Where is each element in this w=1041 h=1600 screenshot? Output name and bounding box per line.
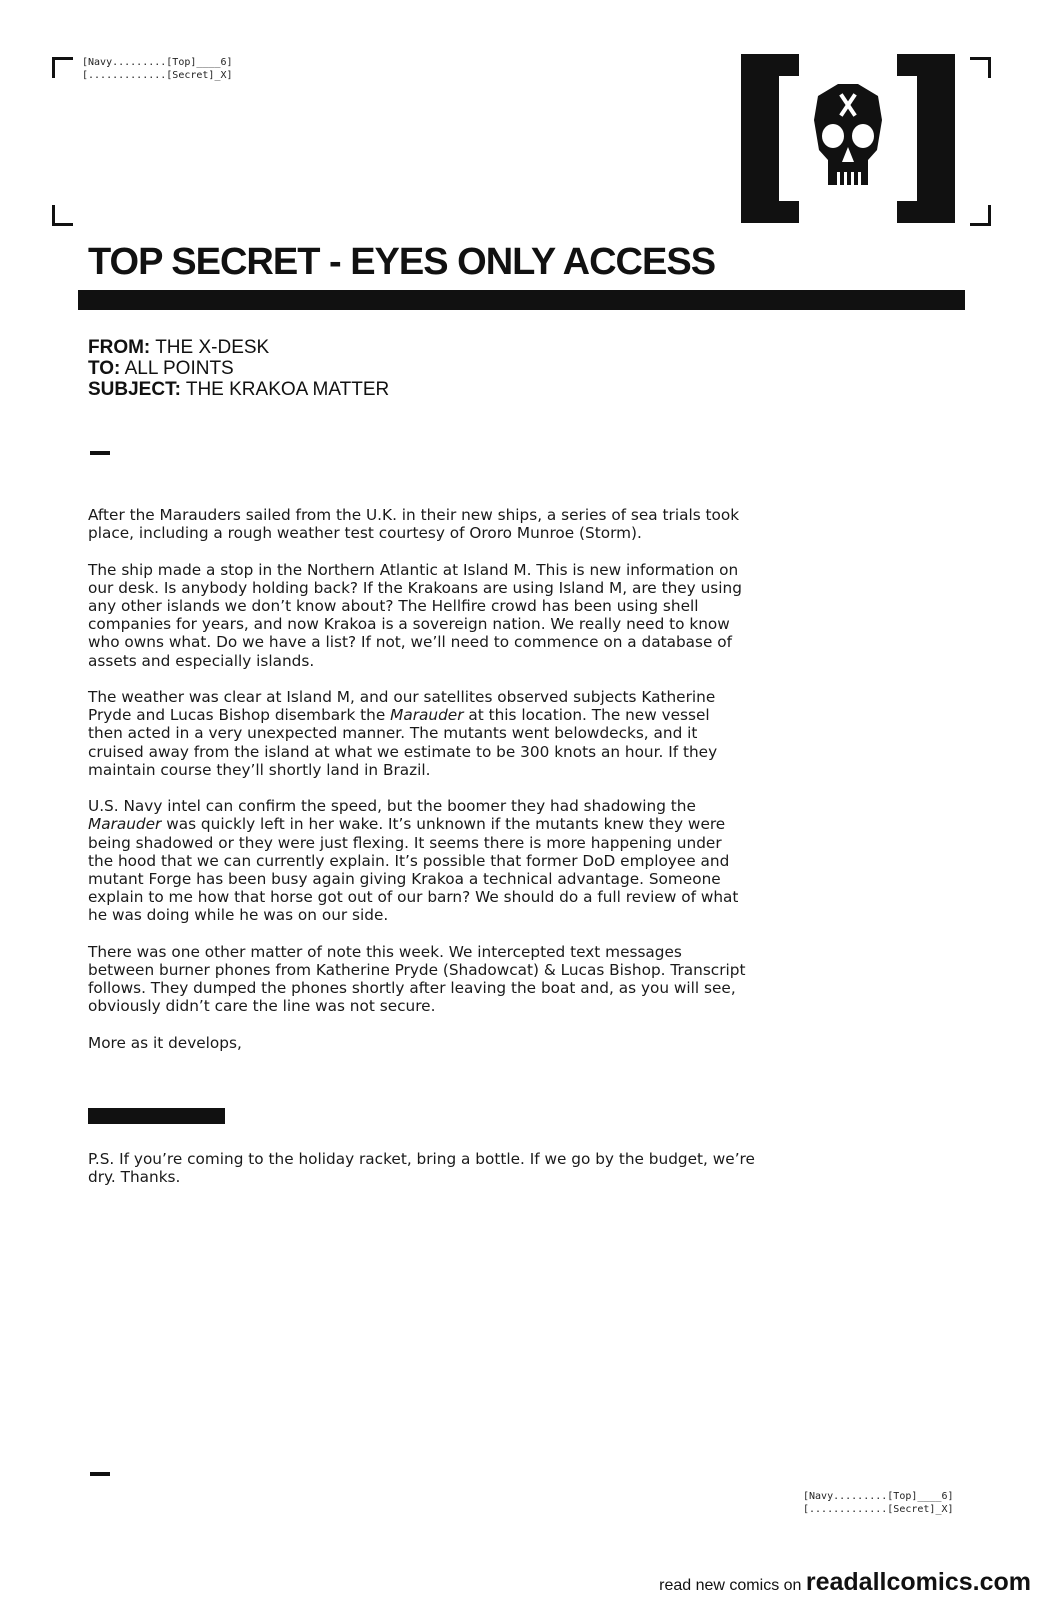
body-paragraph-5: There was one other matter of note this week. We intercepted text messages between burner phones from Katherine Pryde (Shadowcat) & Lucas Bishop. Transcript follows. They dumped the phones shortly after leaving the boat and, as you will see, obviously didn’t care the line was not secure. — [88, 942, 746, 1016]
corner-bracket-bottom-left — [52, 205, 73, 226]
watermark-prefix: read new comics on — [659, 1577, 806, 1594]
memo-to — [88, 358, 389, 379]
body-paragraph-3: The weather was clear at Island M, and our satellites observed subjects Katherine Pryde and Lucas Bishop disembark the Marauder at this location. The new vessel then acted in a very unexpected manner. The mutants went belowdecks, and it cruised away from the island at what we estimate to be 300 knots an hour. If they maintain course they’ll shortly land in Brazil. — [88, 688, 718, 779]
from-value: THE X-DESK — [155, 337, 270, 358]
watermark-site: readallcomics.com — [805, 1568, 1031, 1596]
code-line-1: [Navy.........[Top]____6] — [82, 57, 233, 68]
redacted-signature — [88, 1108, 225, 1124]
body-paragraph-1: After the Marauders sailed from the U.K. in their new ships, a series of sea trials took place, including a rough weather test courtesy of Ororo Munroe (Storm). — [88, 506, 740, 543]
page-title: TOP SECRET - EYES ONLY ACCESS — [88, 241, 716, 283]
skull-x-icon — [814, 84, 882, 185]
subject-label: SUBJECT: — [88, 379, 181, 400]
to-value: ALL POINTS — [124, 358, 234, 379]
from-label: FROM: — [88, 337, 151, 358]
code-line-2: [.............[Secret]_X] — [82, 70, 233, 81]
corner-bracket-bottom-right — [970, 205, 991, 226]
memo-header — [88, 337, 389, 400]
to-label: TO: — [88, 358, 121, 379]
ship-name: Marauder — [390, 706, 464, 725]
body-paragraph-4: U.S. Navy intel can confirm the speed, but the boomer they had shadowing the Marauder was quickly left in her wake. It’s unknown if the mutants knew they were being shadowed or they were just flexing. It seems there is more happening under the hood that we can currently explain. It’s possible that former DoD employee and mutant Forge has been busy again giving Krakoa a technical advantage. Someone explain to me how that horse got out of our barn? We should do a full review of what he was doing while he was on our side. — [88, 797, 739, 925]
corner-bracket-top-left — [52, 57, 73, 78]
site-watermark — [659, 1568, 1031, 1597]
section-dash-bottom — [90, 1472, 110, 1476]
classification-code-bottom — [803, 1490, 954, 1516]
x-desk-logo — [741, 54, 955, 223]
code-line-1: [Navy.........[Top]____6] — [803, 1491, 954, 1502]
postscript: P.S. If you’re coming to the holiday racket, bring a bottle. If we go by the budget, we’re dry. Thanks. — [88, 1150, 755, 1187]
closing-line: More as it develops, — [88, 1033, 242, 1052]
title-underline-bar — [78, 290, 965, 310]
classification-code-top — [82, 56, 233, 82]
subject-value: THE KRAKOA MATTER — [185, 379, 390, 400]
body-paragraph-2: The ship made a stop in the Northern Atlantic at Island M. This is new information on our desk. Is anybody holding back? If the Krakoans are using Island M, are they using any other islands we don’t know about? The Hellfire crowd has been using shell companies for years, and now Krakoa is a sovereign nation. We really need to know who owns what. Do we have a list? If not, we’ll need to commence on a database of assets and especially islands. — [88, 560, 742, 670]
memo-subject — [88, 379, 389, 400]
section-dash-top — [90, 451, 110, 455]
memo-from — [88, 337, 389, 358]
memo-body — [88, 506, 748, 1070]
ship-name: Marauder — [88, 815, 162, 834]
corner-bracket-top-right — [970, 57, 991, 78]
code-line-2: [.............[Secret]_X] — [803, 1504, 954, 1515]
